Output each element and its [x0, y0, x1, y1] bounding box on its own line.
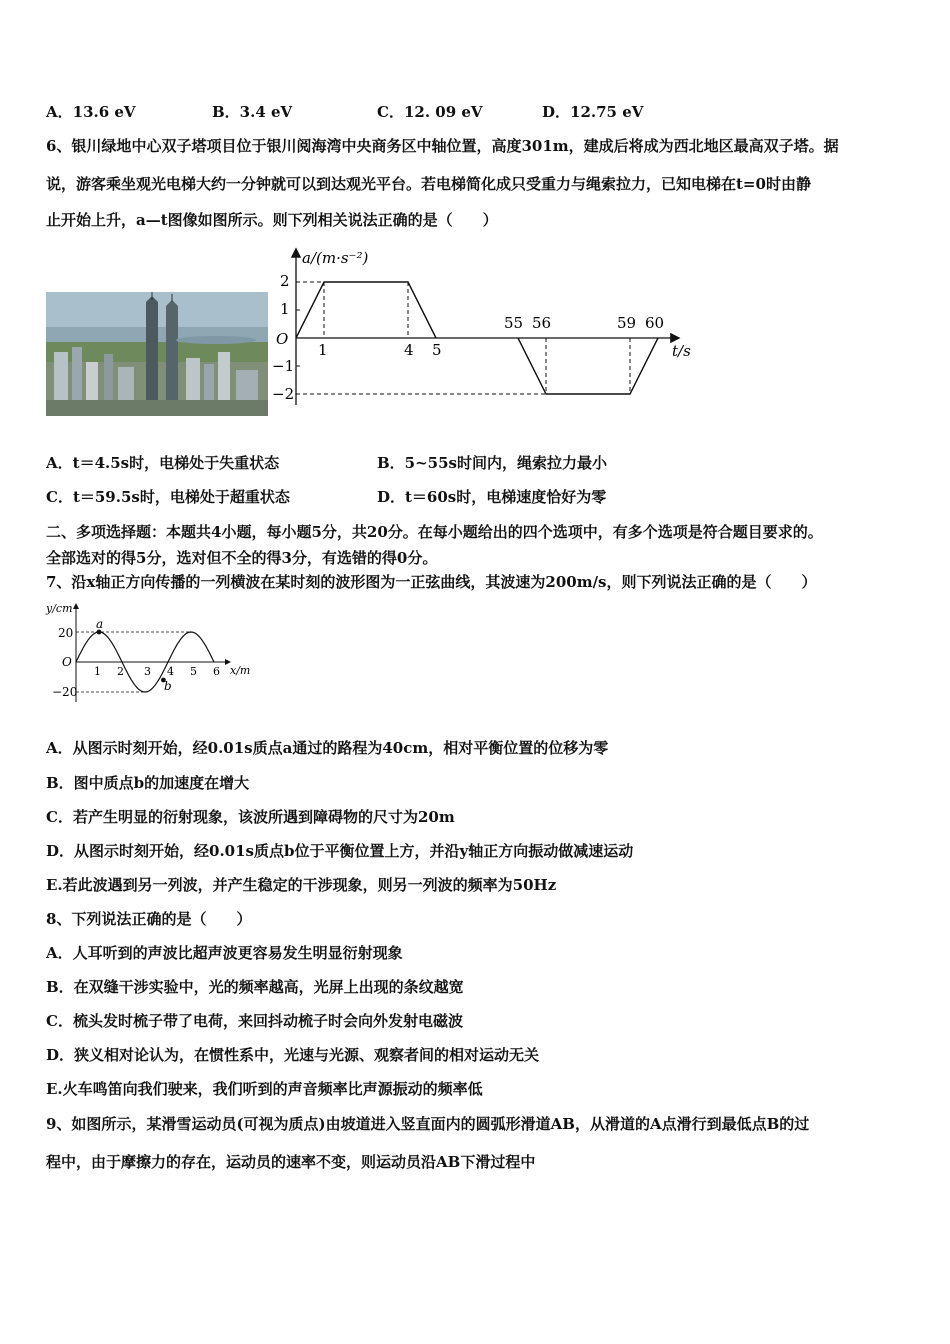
q8-option-e: E.火车鸣笛向我们驶来，我们听到的声音频率比声源振动的频率低 [46, 1080, 483, 1098]
x-tick-1: 1 [318, 341, 328, 359]
wave-point-a-label: a [96, 617, 104, 631]
wave-point-b-label: b [164, 679, 172, 693]
y-tick-1: 1 [280, 300, 290, 318]
x-tick-59: 59 [617, 314, 637, 332]
a-t-series-fall [518, 338, 658, 394]
q7-option-a: A．从图示时刻开始，经0.01s质点a通过的路程为40cm，相对平衡位置的位移为零 [46, 739, 609, 757]
q8-option-a: A．人耳听到的声波比超声波更容易发生明显衍射现象 [46, 944, 403, 962]
x-tick-4: 4 [404, 341, 414, 359]
q5-option-a: A．13.6 eV [46, 103, 136, 121]
wave-y-axis-label: y/cm [46, 602, 73, 615]
y-tick-2: 2 [280, 272, 290, 290]
section2-heading-line2: 全部选对的得5分，选对但不全的得3分，有选错的得0分。 [46, 549, 438, 567]
y-tick-minus-2: −2 [272, 385, 295, 403]
q7-option-d: D．从图示时刻开始，经0.01s质点b位于平衡位置上方，并沿y轴正方向振动做减速运动 [46, 842, 634, 860]
q7-option-c: C．若产生明显的衍射现象，该波所遇到障碍物的尺寸为20m [46, 808, 455, 826]
q6-option-d: D．t＝60s时，电梯速度恰好为零 [377, 488, 607, 506]
q6-stem-line3: 止开始上升，a—t图像如图所示。则下列相关说法正确的是（ ） [46, 211, 498, 229]
a-t-series-rise [296, 282, 436, 338]
q8-option-d: D．狭义相对论认为，在惯性系中，光速与光源、观察者间的相对运动无关 [46, 1046, 540, 1064]
wave-x-tick-6: 6 [213, 665, 220, 678]
q9-stem-line2: 程中，由于摩擦力的存在，运动员的速率不变，则运动员沿AB下滑过程中 [46, 1153, 536, 1171]
q8-option-c: C．梳头发时梳子带了电荷，来回抖动梳子时会向外发射电磁波 [46, 1012, 463, 1030]
q7-option-b: B．图中质点b的加速度在增大 [46, 774, 250, 792]
wave-x-tick-2: 2 [117, 665, 124, 678]
twin-tower-photo [46, 292, 268, 416]
q5-option-d: D．12.75 eV [542, 103, 644, 121]
q6-stem-line2: 说，游客乘坐观光电梯大约一分钟就可以到达观光平台。若电梯简化成只受重力与绳索拉力，已知电梯在t=0时由静 [46, 175, 811, 193]
wave-x-tick-3: 3 [144, 665, 151, 678]
q6-option-c: C．t＝59.5s时，电梯处于超重状态 [46, 488, 290, 506]
wave-y-tick-minus-20: −20 [52, 685, 78, 699]
x-tick-5: 5 [432, 341, 442, 359]
wave-y-tick-20: 20 [58, 626, 74, 640]
q6-option-b: B．5~55s时间内，绳索拉力最小 [377, 454, 608, 472]
wave-x-axis-label: x/m [230, 664, 251, 677]
wave-x-tick-1: 1 [94, 665, 101, 678]
origin-label: O [276, 330, 289, 348]
q6-option-a: A．t＝4.5s时，电梯处于失重状态 [46, 454, 280, 472]
x-tick-55: 55 [504, 314, 524, 332]
q5-option-c: C．12. 09 eV [377, 103, 483, 121]
q8-option-b: B．在双缝干涉实验中，光的频率越高，光屏上出现的条纹越宽 [46, 978, 464, 996]
y-axis-label: a/(m·s⁻²) [302, 249, 369, 267]
section2-heading-line1: 二、多项选择题：本题共4小题，每小题5分，共20分。在每小题给出的四个选项中，有多个选项是符合题目要求的。 [46, 523, 823, 541]
x-axis-label: t/s [672, 342, 691, 360]
wave-chart [44, 598, 264, 708]
q6-stem-line1: 6、银川绿地中心双子塔项目位于银川阅海湾中央商务区中轴位置，高度301m，建成后将成为西北地区最高双子塔。据 [46, 137, 839, 155]
wave-origin-label: O [62, 655, 72, 669]
q9-stem-line1: 9、如图所示，某滑雪运动员(可视为质点)由坡道进入竖直面内的圆弧形滑道AB，从滑道的A点滑行到最低点B的过 [46, 1115, 810, 1133]
x-tick-60: 60 [645, 314, 665, 332]
y-tick-minus-1: −1 [272, 357, 295, 375]
q7-stem: 7、沿x轴正方向传播的一列横波在某时刻的波形图为一正弦曲线，其波速为200m/s，则下列说法正确的是（ ） [46, 573, 817, 591]
q8-stem: 8、下列说法正确的是（ ） [46, 910, 252, 928]
q7-option-e: E.若此波遇到另一列波，并产生稳定的干涉现象，则另一列波的频率为50Hz [46, 876, 557, 894]
wave-x-tick-5: 5 [190, 665, 197, 678]
q5-option-b: B．3.4 eV [212, 103, 293, 121]
a-t-chart [268, 240, 708, 415]
x-tick-56: 56 [532, 314, 552, 332]
twin-tower-illustration [46, 292, 268, 416]
wave-x-tick-4: 4 [167, 665, 174, 678]
wave-plot [76, 630, 214, 692]
